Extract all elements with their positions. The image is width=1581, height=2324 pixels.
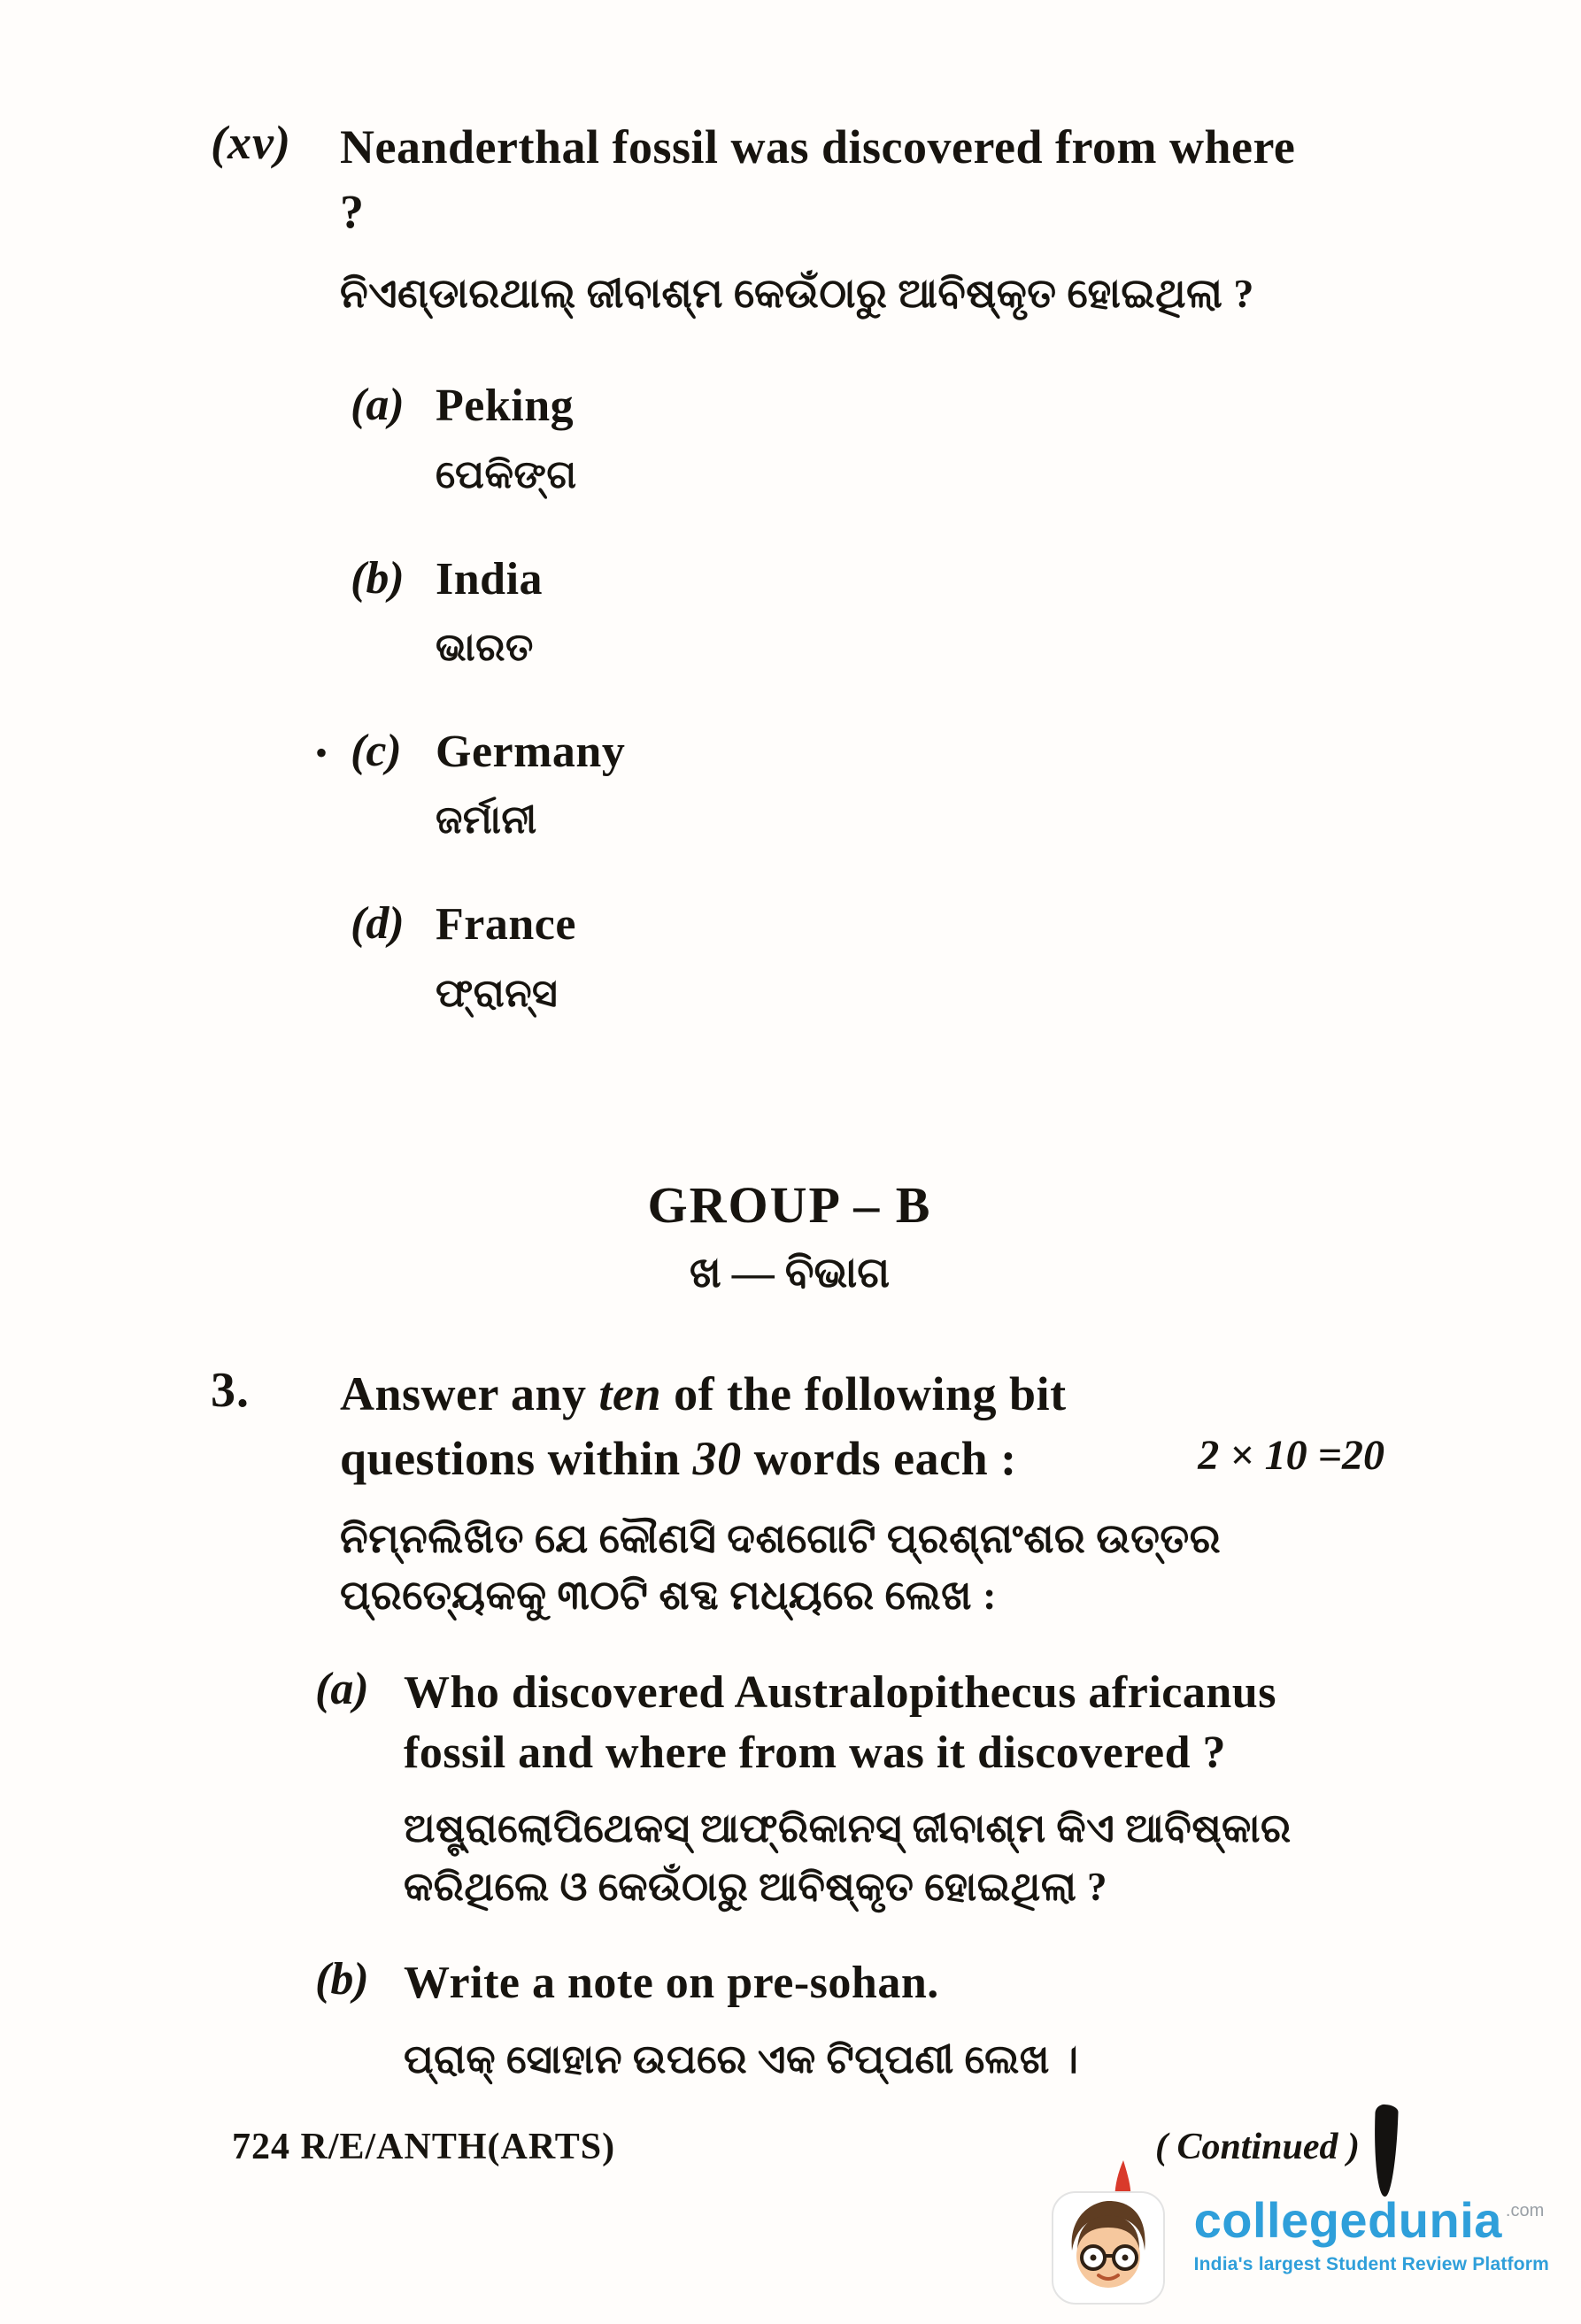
- option-b: [315, 552, 1475, 672]
- option-c-text-odia: ଜର୍ମାନୀ: [436, 798, 537, 843]
- subquestion-a-body: [404, 1663, 1360, 1916]
- subquestion-a-label: (a): [315, 1664, 369, 1715]
- instr-part-2: of the following bit questions within: [340, 1366, 1067, 1485]
- paper-code: 724 R/E/ANTH(ARTS): [232, 2126, 616, 2167]
- option-a-text-odia: ପେକିଙ୍ଗ: [436, 452, 577, 496]
- subquestion-a: [315, 1663, 1475, 1916]
- option-c: [315, 725, 1475, 844]
- question-xv: [211, 115, 1475, 1018]
- option-d-body: [436, 897, 576, 1017]
- option-a-text-en: Peking: [436, 381, 575, 432]
- subquestion-b: [315, 1953, 1475, 2089]
- subquestion-b-text-en: Write a note on pre-sohan.: [404, 1957, 939, 2008]
- option-d: [315, 897, 1475, 1017]
- option-b-text-en: India: [436, 553, 544, 604]
- group-b-heading: [211, 1175, 1369, 1298]
- brand-tagline: India's largest Student Review Platform: [1193, 2253, 1549, 2274]
- brand-name: collegedunia: [1193, 2191, 1502, 2248]
- marks-allocation: 2 × 10 =20: [1198, 1431, 1384, 1479]
- question-xv-body: [340, 115, 1296, 322]
- brand-tld: .com: [1505, 2200, 1545, 2220]
- question-3: [211, 1362, 1475, 2089]
- instr-part-3: words each :: [741, 1431, 1017, 1485]
- option-b-text-odia: ଭାରତ: [436, 625, 534, 669]
- question-xv-number: (xv): [211, 116, 291, 169]
- option-a-label: (a): [351, 380, 405, 431]
- subquestion-b-text-odia: ପ୍ରାକ୍ ସୋହାନ ଉପରେ ଏକ ଟିପ୍ପଣୀ ଲେଖ ।: [404, 2036, 1079, 2082]
- option-a-body: [436, 379, 577, 498]
- question-3-body: [340, 1362, 1384, 1625]
- subquestion-b-body: [404, 1953, 1078, 2089]
- continued-label: ( Continued ): [1154, 2126, 1360, 2167]
- option-b-body: [436, 552, 543, 672]
- question-3-instruction-odia: ନିମ୍ନଲିଖିତ ଯେ କୌଣସି ଦଶଗୋଟି ପ୍ରଶ୍ନାଂଶର ଉତ୍ତର ପ୍ରତ୍ୟେକକୁ ୩୦ଟି ଶବ୍ଦ ମଧ୍ୟରେ ଲେଖ :: [340, 1515, 1222, 1618]
- option-a: [315, 379, 1475, 498]
- subquestion-b-label: (b): [315, 1953, 369, 2005]
- option-b-label: (b): [351, 552, 405, 604]
- instr-part-30: 30: [692, 1431, 742, 1485]
- group-b-title-en: GROUP – B: [647, 1175, 932, 1234]
- option-d-text-odia: ଫ୍ରାନ୍ସ: [436, 971, 559, 1015]
- collegedunia-logo: [1045, 2159, 1549, 2312]
- option-d-label: (d): [351, 898, 405, 950]
- collegedunia-mascot-icon: [1045, 2159, 1178, 2312]
- question-3-head: [211, 1362, 1475, 1625]
- subquestion-a-text-odia: ଅଷ୍ଟ୍ରାଲୋପିଥେକସ୍ ଆଫ୍ରିକାନସ୍ ଜୀବାଶ୍ମ କିଏ ଆବିଷ୍କାର କରିଥିଲେ ଓ କେଉଁଠାରୁ ଆବିଷ୍କୃତ ହୋଇଥିଲା ?: [404, 1806, 1292, 1909]
- group-b-title-odia: ଖ — ବିଭାଗ: [689, 1249, 891, 1297]
- question-xv-head: [211, 115, 1475, 322]
- instr-part-ten: ten: [598, 1366, 662, 1420]
- question-xv-text-en: Neanderthal fossil was discovered from where ?: [340, 120, 1296, 238]
- brand-row: [1193, 2191, 1549, 2248]
- instr-part-1: Answer any: [340, 1366, 599, 1420]
- option-c-body: [436, 725, 625, 844]
- question-3-number: 3.: [211, 1362, 250, 1418]
- option-c-text-en: Germany: [436, 726, 626, 777]
- question-xv-text-odia: ନିଏଣ୍ଡାରଥାଲ୍ ଜୀବାଶ୍ମ କେଉଁଠାରୁ ଆବିଷ୍କୃତ ହୋଇଥିଲା ?: [340, 270, 1254, 316]
- option-c-marker-dot: •: [315, 732, 328, 773]
- option-c-label: (c): [351, 725, 402, 776]
- options-list: [315, 379, 1475, 1018]
- option-d-text-en: France: [436, 899, 576, 950]
- subquestion-a-text-en: Who discovered Australopithecus africanus fossil and where from was it discovered ?: [404, 1667, 1276, 1778]
- collegedunia-logo-text: [1193, 2191, 1549, 2275]
